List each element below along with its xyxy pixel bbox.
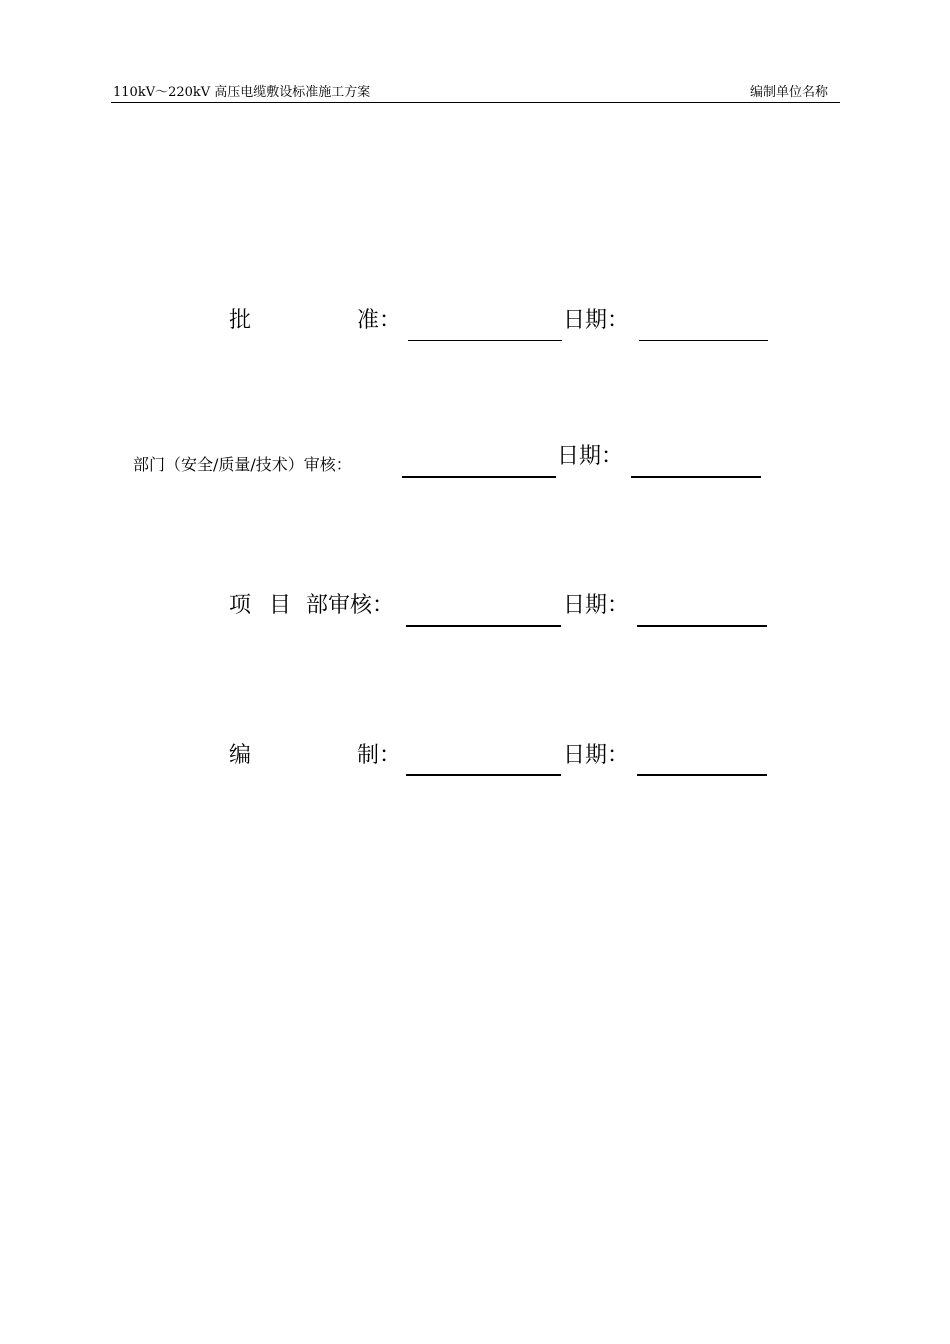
approve-date-line[interactable] (639, 340, 768, 341)
project-review-label-char2: 目 (269, 593, 292, 618)
project-review-label-rest: 部审核： (306, 593, 395, 618)
prepare-date-label: 日期： (563, 743, 630, 768)
project-review-date-label: 日期： (563, 593, 630, 618)
page-header (111, 84, 840, 103)
approve-label-char2: 准： (357, 308, 402, 333)
prepare-date-line[interactable] (637, 774, 767, 776)
organization-name: 编制单位名称 (749, 85, 828, 100)
prepare-signature-line[interactable] (406, 774, 561, 776)
department-review-label: 部门（安全/质量/技术）审核： (133, 455, 352, 474)
department-review-signature-line[interactable] (402, 476, 556, 478)
prepare-label-char2: 制： (357, 743, 402, 768)
project-review-signature-line[interactable] (406, 625, 561, 627)
project-review-label-char1: 项 (229, 593, 252, 618)
document-title: 110kV～220kV 高压电缆敷设标准施工方案 (113, 85, 371, 100)
approve-date-label: 日期： (563, 308, 630, 333)
approve-label-char1: 批 (229, 308, 252, 333)
project-review-date-line[interactable] (637, 625, 767, 627)
prepare-label-char1: 编 (229, 743, 252, 768)
department-review-date-label: 日期： (557, 444, 624, 469)
department-review-date-line[interactable] (631, 476, 761, 478)
approve-signature-line[interactable] (408, 340, 562, 341)
